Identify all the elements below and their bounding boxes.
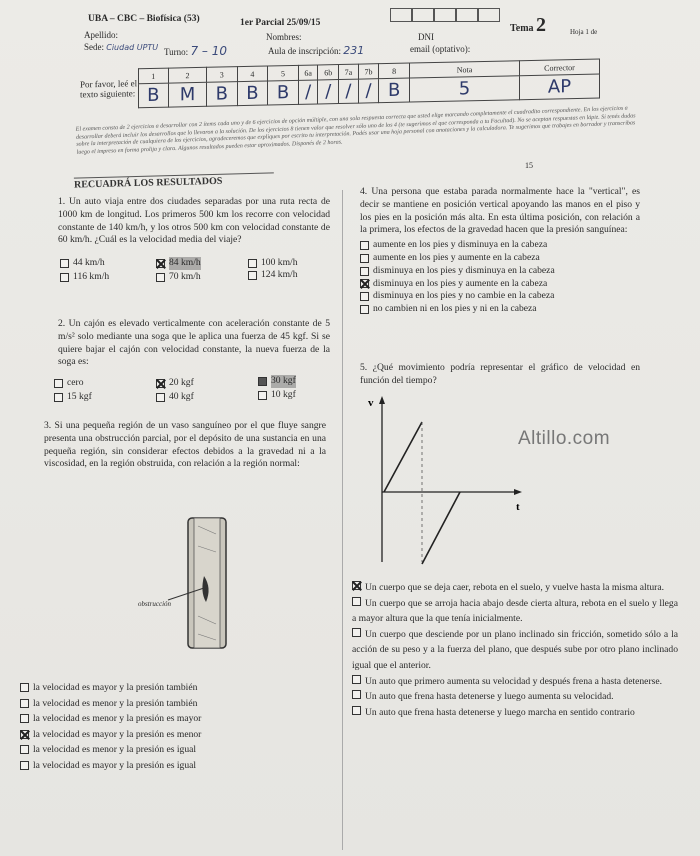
sede-value: Ciudad UPTU [106, 43, 159, 52]
axis-t-label: t [516, 501, 520, 513]
exam-date: 1er Parcial 25/09/15 [240, 18, 321, 28]
option-10kgf[interactable]: 10 kgf [258, 389, 296, 402]
answer-cell: / [318, 80, 339, 104]
tema-badge: Tema 2 [510, 14, 547, 36]
option-30kgf[interactable]: 30 kgf [258, 375, 296, 388]
question-4 [360, 186, 640, 316]
option-70[interactable]: 70 km/h [156, 271, 201, 284]
table-label: Por favor, leé el texto siguiente: [80, 78, 138, 100]
q4-option-3[interactable]: disminuya en los pies y disminuya en la cabeza [360, 265, 640, 278]
hoja-label: Hoja 1 de [570, 28, 598, 36]
answer-cell: / [339, 79, 359, 103]
obstruction-pointer [166, 584, 206, 604]
q5-option-2[interactable]: Un cuerpo que se arroja hacia abajo desde cierta altura, rebota en el suelo y llega a mayor altura que la que tenía inicialmente. [352, 597, 678, 625]
university-title: UBA – CBC – Biofísica (53) [88, 14, 200, 24]
question-2-options [58, 377, 330, 411]
question-5 [360, 362, 640, 388]
answer-cell: B [268, 80, 299, 105]
question-3 [44, 420, 326, 471]
question-4-options [360, 239, 640, 316]
apellido-field: Apellido: [84, 30, 118, 40]
answer-cell: B [379, 78, 410, 103]
question-1-text: 1. Un auto viaja entre dos ciudades separadas por una ruta recta de 1000 km de longitud. Los primeros 500 km los recorre con velocidad constante de 140 km/h, y los otros 500 km con velocidad constante de 60 km/h. ¿Cuál es la velocidad media del viaje? [58, 196, 330, 246]
option-40kgf[interactable]: 40 kgf [156, 391, 194, 404]
q5-option-3[interactable]: Un cuerpo que desciende por un plano inclinado sin fricción, sometido sólo a la acción de su peso y a la fuerza del plano, que después sube por otro plano inclinado igual que el anterior. [352, 628, 678, 671]
turno-field: Turno: 7 – 10 [164, 44, 227, 58]
score-note: 15 [525, 161, 533, 170]
turno-value: 7 – 10 [190, 44, 227, 58]
q3-option-3[interactable]: la velocidad es menor y la presión es mayor [20, 711, 330, 727]
aula-field: Aula de inscripción: 231 [268, 44, 365, 57]
q3-option-6[interactable]: la velocidad es mayor y la presión es igual [20, 758, 330, 774]
instructions-text: El examen consta de 2 ejercicios a desarrollar con 2 ítems cada uno y de 6 ejercicios de opción múltiple, con una sola respuesta correcta que usted elige marcando completamente el cuadradito correspondiente. En los ejercicios a desarrollar deberá incluir los desarrollos que lo llevaron a la solución. De los ejercicios 8 tienen valor que resolver sólo uno de los 4 (te sugerimos el que corresponda a tu Facultad). No se aceptan respuestas en lápiz. Si tenés dudas sobre la interpretación de cualquiera de los ejercicios, agradeceremos que expliques por escrito tu interpretación. Podés usar una hoja personal con anotaciones y la calculadora. Te sugerimos que trabajes en borrador y transcribas luego el impreso en forma prolija y clara. Algunos resultados pueden estar aproximados. Disponés de 2 horas. [75, 105, 636, 156]
dni-field: DNI [418, 32, 434, 42]
velocity-time-graph [360, 392, 530, 572]
option-116[interactable]: 116 km/h [60, 271, 109, 284]
answer-cell: B [206, 82, 237, 107]
answer-cell: / [358, 79, 379, 103]
answer-cell: B [237, 81, 268, 106]
exam-header [73, 8, 690, 191]
corrector-cell: AP [520, 74, 600, 100]
q3-option-4[interactable]: la velocidad es mayor y la presión es menor [20, 727, 330, 743]
email-field: email (optativo): [410, 44, 471, 54]
dni-boxes [390, 8, 500, 22]
aula-value: 231 [343, 44, 365, 57]
answer-cell: / [298, 80, 318, 104]
column-divider [342, 190, 343, 850]
q5-option-4[interactable]: Un auto que primero aumenta su velocidad y después frena a hasta detenerse. [352, 674, 678, 690]
question-5-options [352, 580, 678, 720]
option-cero[interactable]: cero [54, 377, 84, 390]
question-1 [58, 196, 330, 297]
answer-cell: B [138, 83, 169, 108]
option-20kgf[interactable]: 20 kgf [156, 377, 194, 390]
answer-table: Por favor, leé el texto siguiente: 1 2 3 4 5 6a 6b 7a 7b 8 Nota Corrector B M B B B / / / / B 5 AP [80, 59, 600, 110]
question-3-options [20, 680, 330, 773]
q4-option-6[interactable]: no cambien ni en los pies y ni en la cabeza [360, 303, 640, 316]
sede-field: Sede: Ciudad UPTU [84, 42, 159, 52]
q5-option-5[interactable]: Un auto que frena hasta detenerse y luego aumenta su velocidad. [352, 689, 678, 705]
watermark: Altillo.com [518, 428, 611, 449]
question-4-text: 4. Una persona que estaba parada normalmente hace la "vertical", es decir se mantiene en posición vertical apoyando las manos en el piso y los pies en la posición más alta. En esta última posición, con relación a la primera, los efectos de la gravedad hacen que la presión sanguínea: [360, 186, 640, 236]
question-2 [58, 318, 330, 411]
q5-option-1[interactable]: Un cuerpo que se deja caer, rebota en el suelo, y vuelve hasta la misma altura. [352, 580, 678, 596]
question-5-text: 5. ¿Qué movimiento podría representar el gráfico de velocidad en función del tiempo? [360, 362, 640, 386]
axis-v-label: v [368, 397, 374, 409]
q4-option-5[interactable]: disminuya en los pies y no cambie en la cabeza [360, 290, 640, 303]
question-3-text: 3. Si una pequeña región de un vaso sanguíneo por el que fluye sangre presenta una obstrucción parcial, por el depósito de una sustancia en una pequeña región, sin considerar efectos debidos a la gravedad ni a la viscosidad, en la región obstruida, con relación a la región normal: [44, 420, 326, 470]
option-100[interactable]: 100 km/h [248, 257, 298, 270]
obstruction-label: obstrucción [138, 600, 172, 608]
recuadra-banner: RECUADRÁ LOS RESULTADOS [74, 172, 274, 190]
q4-option-4[interactable]: disminuya en los pies y aumente en la cabeza [360, 278, 640, 291]
nombres-field: Nombres: [266, 32, 302, 42]
question-1-options [58, 257, 330, 297]
q4-option-2[interactable]: aumente en los pies y aumente en la cabeza [360, 252, 640, 265]
q3-option-2[interactable]: la velocidad es menor y la presión también [20, 696, 330, 712]
option-84[interactable]: 84 km/h [156, 257, 201, 270]
nota-cell: 5 [410, 76, 520, 102]
option-15kgf[interactable]: 15 kgf [54, 391, 92, 404]
question-2-text: 2. Un cajón es elevado verticalmente con aceleración constante de 5 m/s² solo mediante una soga que le aplica una fuerza de 45 kgf. Si se quiere bajar el cajón con velocidad constante, la nueva fuerza de la soga es: [58, 318, 330, 368]
option-124[interactable]: 124 km/h [248, 269, 298, 282]
q3-option-1[interactable]: la velocidad es mayor y la presión también [20, 680, 330, 696]
blood-vessel-figure [186, 516, 228, 650]
option-44[interactable]: 44 km/h [60, 257, 105, 270]
q4-option-1[interactable]: aumente en los pies y disminuya en la cabeza [360, 239, 640, 252]
answer-cell: M [169, 82, 207, 107]
q5-option-6[interactable]: Un auto que frena hasta detenerse y luego marcha en sentido contrario [352, 705, 678, 721]
q3-option-5[interactable]: la velocidad es menor y la presión es igual [20, 742, 330, 758]
